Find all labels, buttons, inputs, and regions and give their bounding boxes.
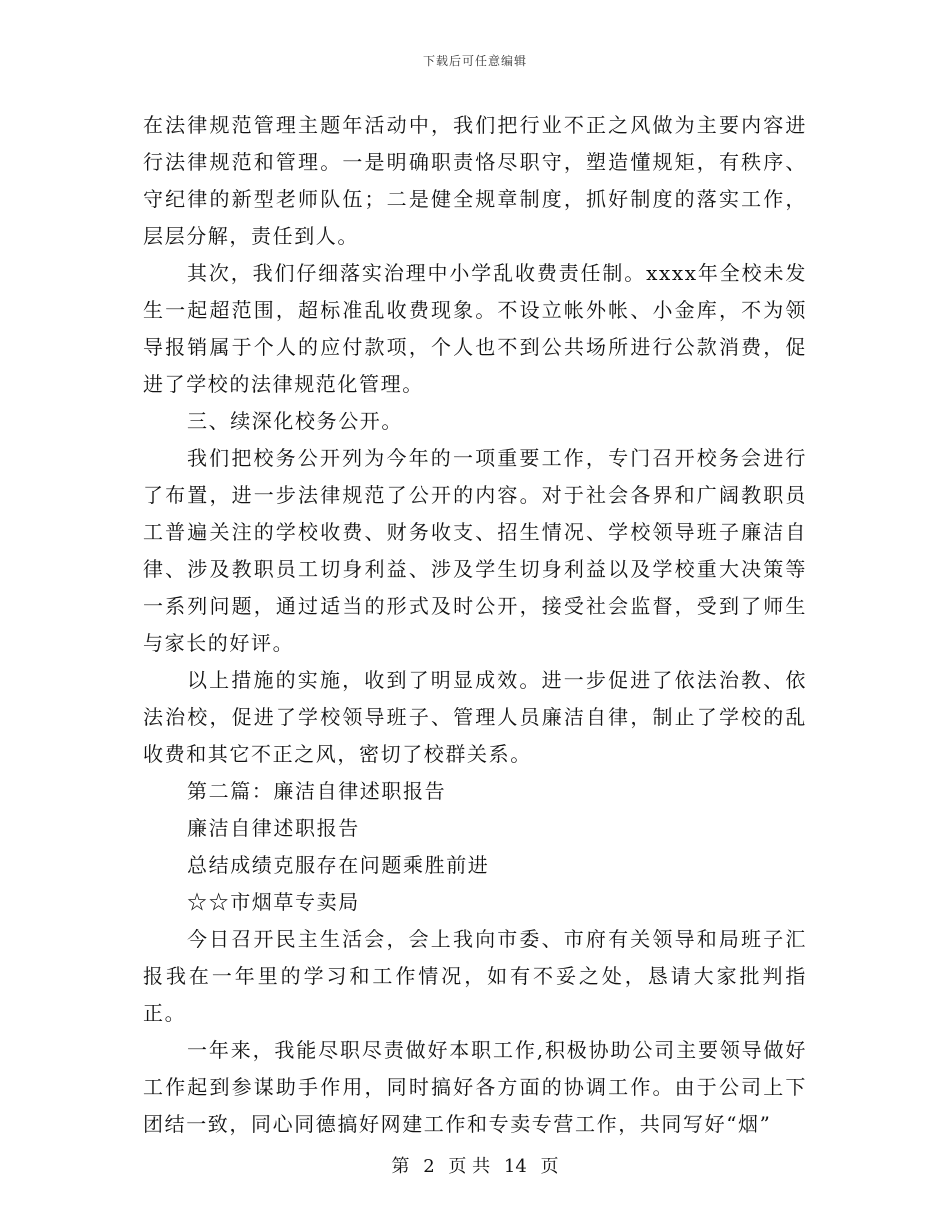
section-heading: 三、续深化校务公开。 (187, 409, 403, 433)
footer-suffix: 页 (540, 1156, 559, 1177)
total-page-count: 14 (503, 1156, 527, 1177)
paragraph: 在法律规范管理主题年活动中，我们把行业不正之风做为主要内容进行法律规范和管理。一是明确职责恪尽职守，塑造懂规矩，有秩序、守纪律的新型老师队伍；二是健全规章制度，抓好制度的落实工作，层层分解，责任到人。 (143, 113, 807, 248)
paragraph: 其次，我们仔细落实治理中小学乱收费责任制。xxxx年全校未发生一起超范围，超标准乱收费现象。不设立帐外帐、小金库，不为领导报销属于个人的应付款项，个人也不到公共场所进行公款消费，促进了学校的法律规范化管理。 (143, 261, 807, 396)
organization-name: ☆☆市烟草专卖局 (187, 890, 360, 914)
document-body (143, 107, 807, 1143)
footer-prefix: 第 (391, 1156, 410, 1177)
report-title: 廉洁自律述职报告 (187, 816, 360, 840)
current-page-number: 2 (423, 1156, 435, 1177)
paragraph: 我们把校务公开列为今年的一项重要工作，专门召开校务会进行了布置，进一步法律规范了公开的内容。对于社会各界和广阔教职员工普遍关注的学校收费、财务收支、招生情况、学校领导班子廉洁自律、涉及教职员工切身利益、涉及学生切身利益以及学校重大决策等一系列问题，通过适当的形式及时公开，接受社会监督，受到了师生与家长的好评。 (143, 446, 807, 655)
paragraph: 以上措施的实施，收到了明显成效。进一步促进了依法治教、依法治校，促进了学校领导班子、管理人员廉洁自律，制止了学校的乱收费和其它不正之风，密切了校群关系。 (143, 668, 807, 766)
paragraph: 一年来，我能尽职尽责做好本职工作,积极协助公司主要领导做好工作起到参谋助手作用，同时搞好各方面的协调工作。由于公司上下团结一致，同心同德搞好网建工作和专卖专营工作，共同写好“烟” (143, 1038, 807, 1136)
paragraph: 今日召开民主生活会，会上我向市委、市府有关领导和局班子汇报我在一年里的学习和工作情况，如有不妥之处，恳请大家批判指正。 (143, 927, 807, 1025)
report-subtitle: 总结成绩克服存在问题乘胜前进 (187, 853, 490, 877)
page-header: 下载后可任意编辑 (422, 54, 527, 68)
chapter-title: 第二篇：廉洁自律述职报告 (187, 779, 447, 803)
page-footer (0, 1152, 950, 1178)
footer-middle: 页 共 (448, 1156, 491, 1177)
